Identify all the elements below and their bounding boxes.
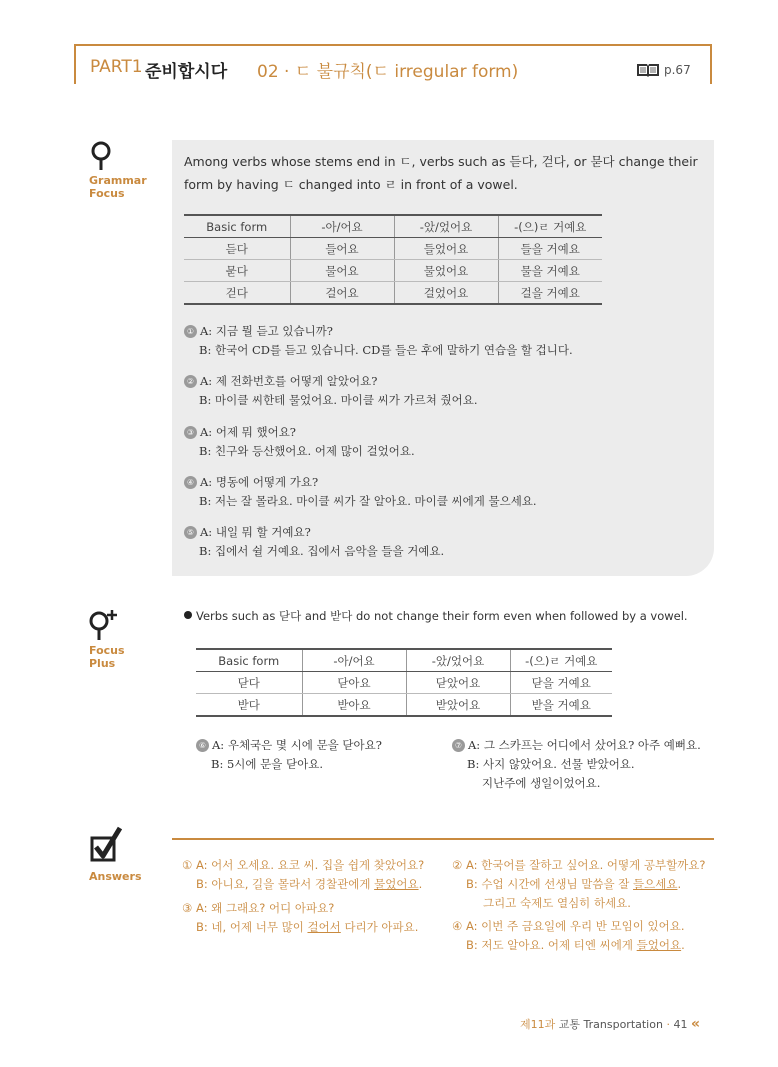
- header-part: PART1: [90, 57, 143, 77]
- double-chevron-left-icon: «: [690, 1016, 696, 1032]
- answer-3: ③ A: 왜 그래요? 어디 아파요? B: 네, 어제 너무 많이 걸어서 다리가 아파요.: [182, 901, 419, 934]
- header-left-rule: [74, 44, 76, 84]
- answers-label: Answers: [89, 870, 142, 883]
- example-3: ③ A: 어제 뭐 했어요? B: 친구와 등산했어요. 어제 많이 걸었어요.: [184, 423, 415, 461]
- focus-plus-label: Focus Plus: [89, 644, 125, 670]
- table-row: 받다 받아요 받았어요 받을 거예요: [196, 694, 612, 717]
- answers-rule: [172, 838, 714, 840]
- focus-plus-note: Verbs such as 닫다 and 받다 do not change their form even when followed by a vowel.: [184, 608, 688, 624]
- footer-page-number: 41: [673, 1018, 688, 1031]
- example-5: ⑤ A: 내일 뭐 할 거예요? B: 집에서 쉴 거예요. 집에서 음악을 들을 거예요.: [184, 523, 444, 561]
- page-reference: p.67: [664, 63, 691, 77]
- magnifier-icon: [90, 140, 112, 172]
- table-row: 묻다 물어요 물었어요 물을 거예요: [184, 260, 602, 282]
- table-header-row: Basic form -아/어요 -았/었어요 -(으)ㄹ 거예요: [196, 649, 612, 672]
- header-subtitle: 02 · ㄷ 불규칙(ㄷ irregular form): [257, 62, 519, 82]
- answer-1: ① A: 어서 오세요. 요코 씨. 집을 쉽게 찾았어요? B: 아니요, 길을 몰라서 경찰관에게 물었어요.: [182, 858, 425, 891]
- answer-2: ② A: 한국어를 잘하고 싶어요. 어떻게 공부할까요? B: 수업 시간에 선생님 말씀을 잘 들으세요. 그리고 숙제도 열심히 하세요.: [452, 858, 706, 910]
- grammar-conjugation-table: [184, 214, 602, 305]
- grammar-focus-label: Grammar Focus: [89, 174, 147, 200]
- book-icon: [636, 62, 660, 78]
- header-top-rule: [74, 44, 712, 46]
- table-header-row: Basic form -아/어요 -았/었어요 -(으)ㄹ 거예요: [184, 215, 602, 238]
- focus-plus-table: [196, 648, 612, 717]
- magnifier-plus-icon: [88, 608, 122, 642]
- header-right-rule: [710, 44, 712, 84]
- example-7: ⑦ A: 그 스카프는 어디에서 샀어요? 아주 예뻐요. B: 사지 않았어요. 선물 받았어요. 지난주에 생일이었어요.: [452, 736, 701, 793]
- table-row: 닫다 닫아요 닫았어요 닫을 거예요: [196, 672, 612, 694]
- footer-topic: 교통 Transportation: [558, 1018, 663, 1031]
- grammar-intro: Among verbs whose stems end in ㄷ, verbs such as 듣다, 걷다, or 묻다 change their form by having ㄷ changed into ㄹ in front of a vowel.: [184, 154, 698, 192]
- checkbox-icon: [90, 826, 122, 866]
- page-footer: 제11과 교통 Transportation · 41 «: [520, 1016, 696, 1032]
- table-row: 걷다 걸어요 걸었어요 걸을 거예요: [184, 282, 602, 305]
- example-6: ⑥ A: 우체국은 몇 시에 문을 닫아요? B: 5시에 문을 닫아요.: [196, 736, 382, 774]
- answer-4: ④ A: 이번 주 금요일에 우리 반 모임이 있어요. B: 저도 알아요. 어제 티엔 씨에게 들었어요.: [452, 919, 685, 952]
- example-4: ④ A: 명동에 어떻게 가요? B: 저는 잘 몰라요. 마이클 씨가 잘 알아요. 마이클 씨에게 물으세요.: [184, 473, 537, 511]
- table-row: 듣다 들어요 들었어요 들을 거예요: [184, 238, 602, 260]
- footer-chapter: 제11과: [520, 1018, 556, 1031]
- example-1: ① A: 지금 뭘 듣고 있습니까? B: 한국어 CD를 듣고 있습니다. CD를 들은 후에 말하기 연습을 할 겁니다.: [184, 322, 573, 360]
- example-2: ② A: 제 전화번호를 어떻게 알았어요? B: 마이클 씨한테 물었어요. 마이클 씨가 가르쳐 줬어요.: [184, 372, 478, 410]
- bullet-icon: [184, 611, 192, 619]
- header-title: 준비합시다: [145, 62, 228, 82]
